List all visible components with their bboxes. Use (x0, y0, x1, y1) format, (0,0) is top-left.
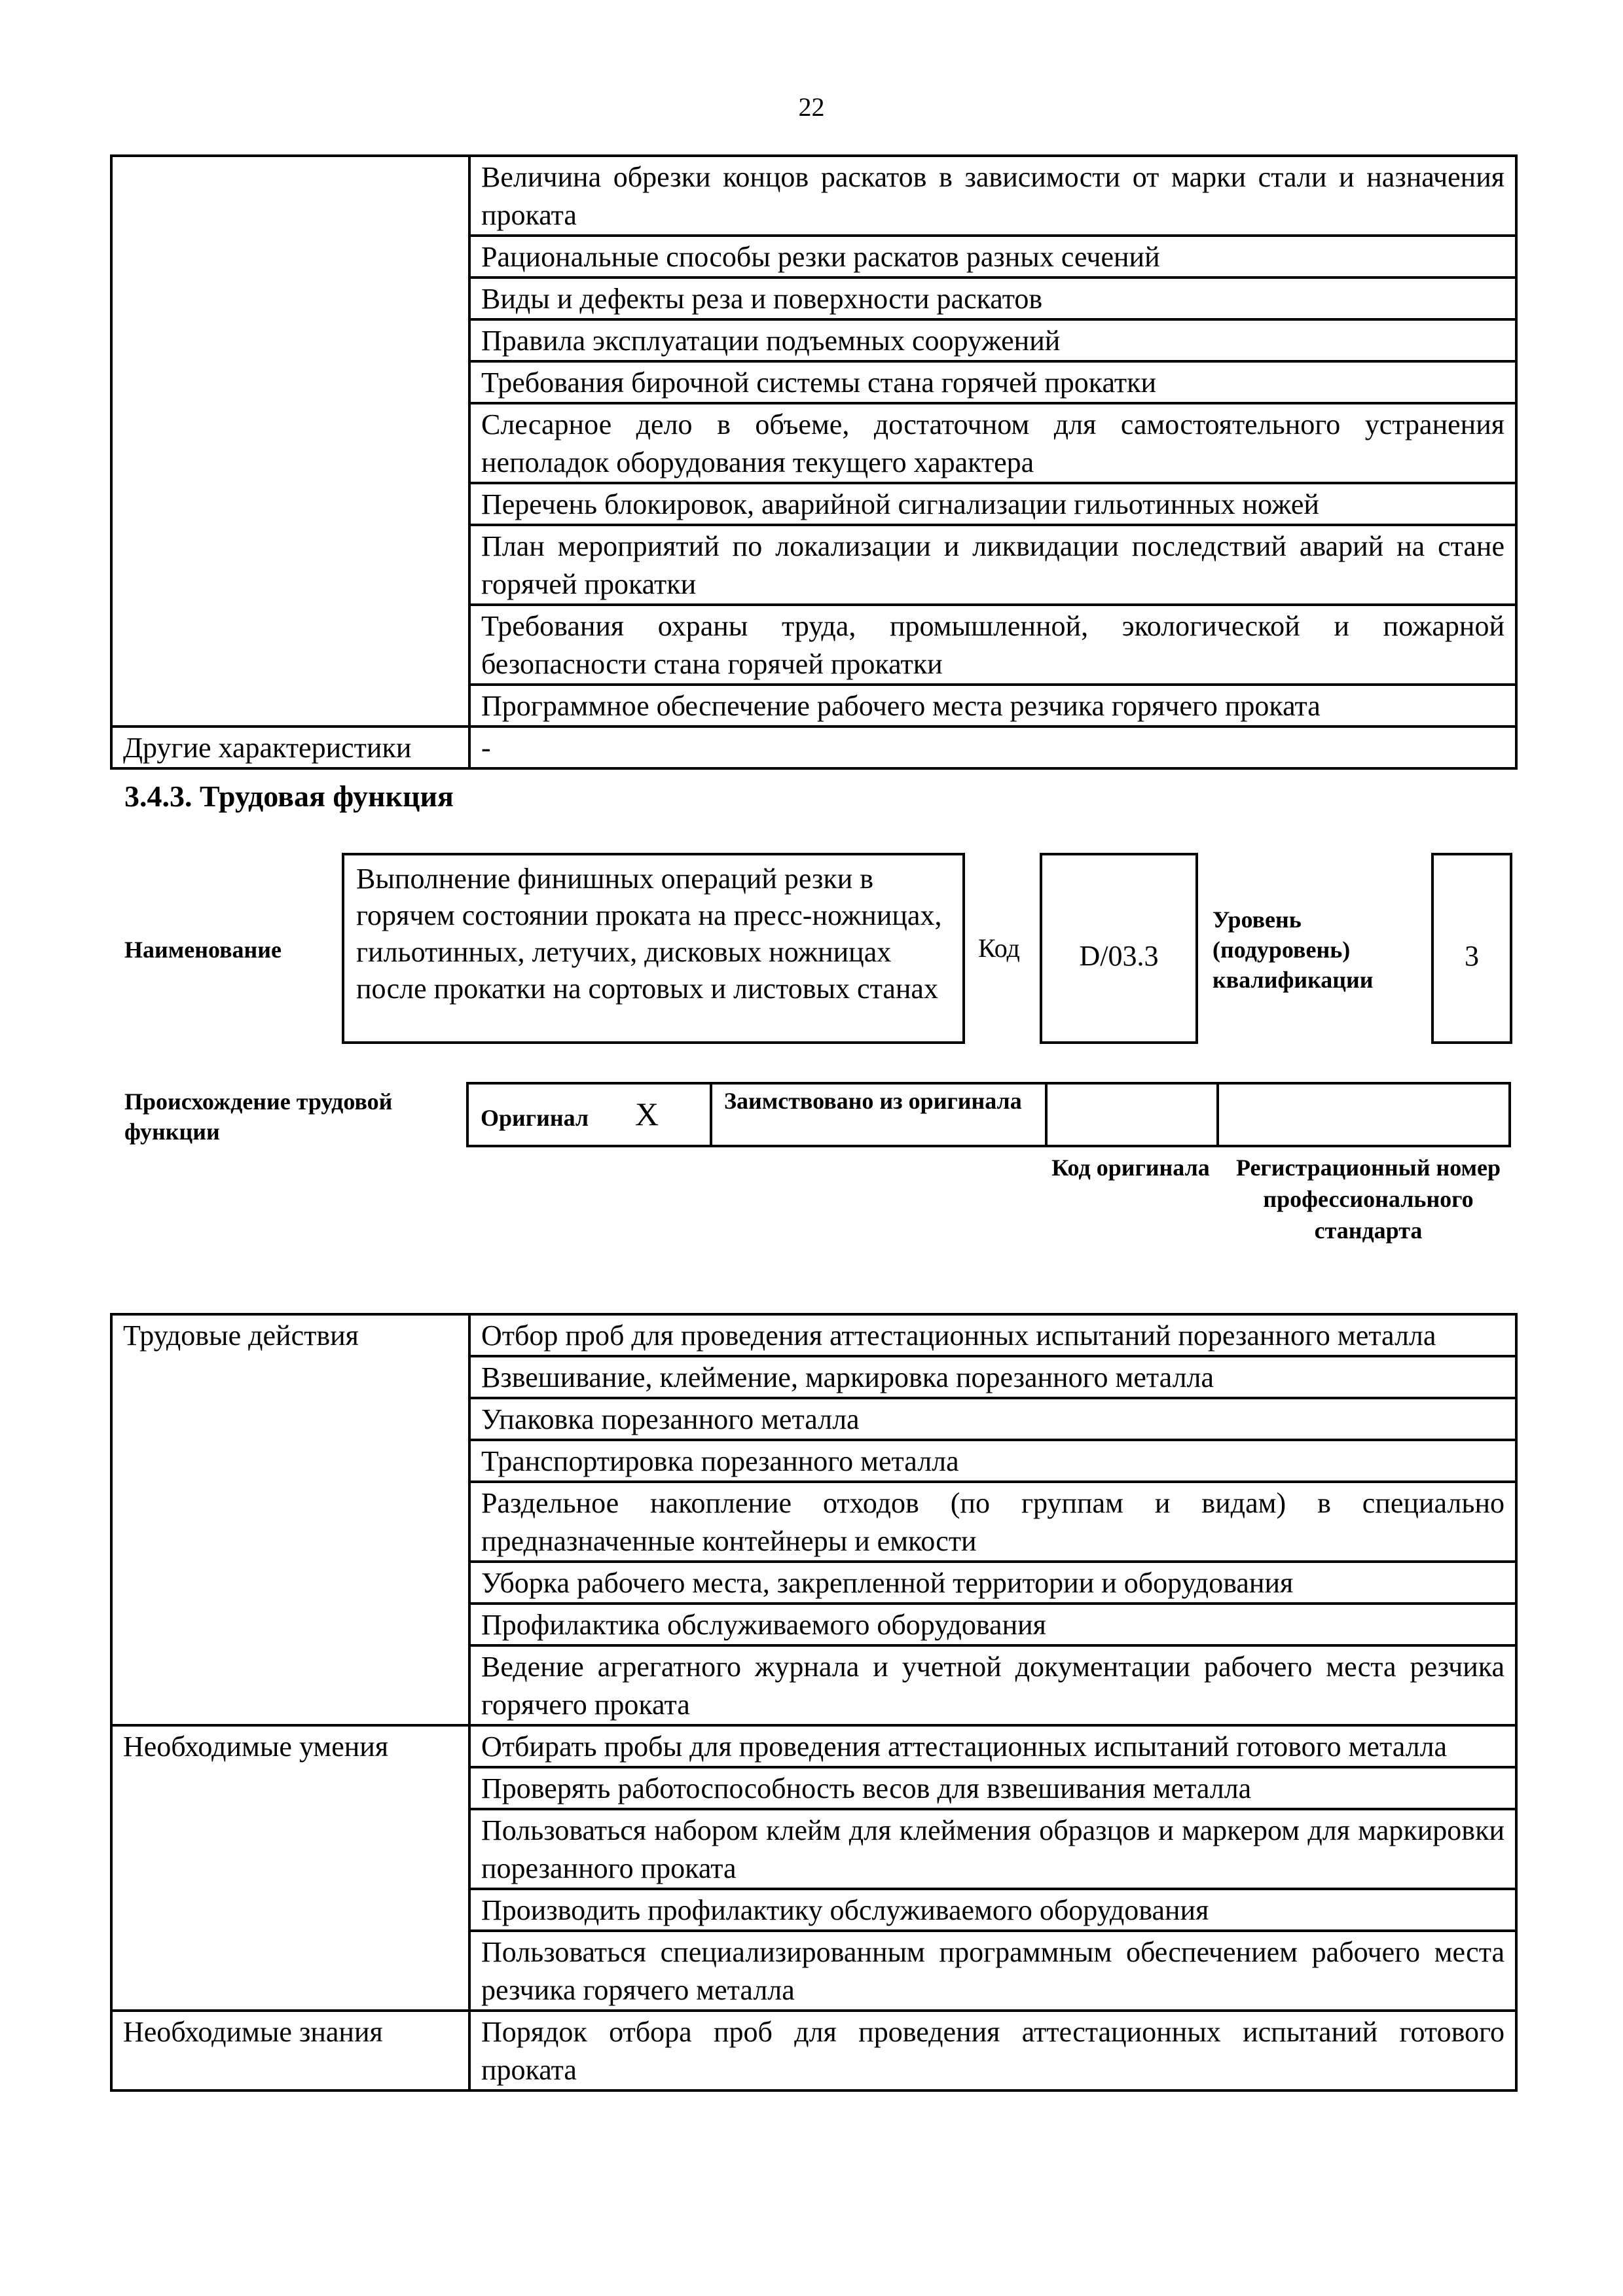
group-item: Отбор проб для проведения аттестационных испытаний порезанного металла (469, 1314, 1516, 1356)
left-empty-cell (111, 156, 469, 726)
group-item: Пользоваться специализированным программным обеспечением рабочего места резчика горячего металла (469, 1931, 1516, 2011)
level-value: 3 (1465, 940, 1479, 972)
function-name: Выполнение финишных операций резки в горячем состоянии проката на пресс-ножницах, гильотинных, летучих, дисковых ножницах после прокатки на сортовых и листовых станах (356, 863, 942, 1005)
group-item: Упаковка порезанного металла (469, 1398, 1516, 1440)
code-label: Код (978, 933, 1020, 963)
other-characteristics-value: - (469, 726, 1516, 768)
group-item: Порядок отбора проб для проведения аттестационных испытаний готового проката (469, 2011, 1516, 2090)
group-label: Необходимые знания (111, 2011, 469, 2090)
level-label: Уровень (подуровень) квалификации (1213, 906, 1374, 993)
code-value: D/03.3 (1079, 940, 1159, 972)
knowledge-item: Правила эксплуатации подъемных сооружений (469, 319, 1516, 361)
knowledge-item: Требования бирочной системы стана горячей прокатки (469, 361, 1516, 403)
bottom-table (110, 1313, 1518, 2092)
table-row (111, 1725, 1516, 1767)
borrowed-label: Заимствовано из оригинала (724, 1088, 1022, 1114)
code-caption: Код оригинала (1051, 1155, 1210, 1181)
knowledge-item: Виды и дефекты реза и поверхности раскатов (469, 278, 1516, 319)
function-name-box (342, 853, 965, 1044)
other-characteristics-label: Другие характеристики (111, 726, 469, 768)
original-label: Оригинал (481, 1105, 589, 1131)
table-row (111, 1314, 1516, 1356)
borrowed-cell (712, 1085, 1048, 1145)
group-label: Необходимые умения (111, 1725, 469, 2011)
table-row (111, 726, 1516, 768)
level-box (1431, 853, 1512, 1044)
knowledge-item: Требования охраны труда, промышленной, экологической и пожарной безопасности стана горячей прокатки (469, 605, 1516, 685)
group-item: Проверять работоспособность весов для взвешивания металла (469, 1767, 1516, 1809)
top-table (110, 154, 1518, 770)
page-number: 22 (798, 92, 825, 122)
group-item: Раздельное накопление отходов (по группам и видам) в специально предназначенные контейнеры и емкости (469, 1482, 1516, 1562)
section-title: 3.4.3. Трудовая функция (124, 780, 454, 813)
group-item: Ведение агрегатного журнала и учетной документации рабочего места резчика горячего проката (469, 1645, 1516, 1725)
table-row (111, 2011, 1516, 2090)
group-item: Профилактика обслуживаемого оборудования (469, 1604, 1516, 1645)
origin-row (466, 1082, 1511, 1147)
group-item: Взвешивание, клеймение, маркировка порезанного металла (469, 1356, 1516, 1398)
knowledge-item: Рациональные способы резки раскатов разных сечений (469, 236, 1516, 278)
name-label: Наименование (124, 937, 282, 963)
origin-label: Происхождение трудовой функции (124, 1088, 393, 1145)
group-item: Отбирать пробы для проведения аттестационных испытаний готового металла (469, 1725, 1516, 1767)
knowledge-item: План мероприятий по локализации и ликвидации последствий аварий на стане горячей прокатки (469, 525, 1516, 605)
reg-caption: Регистрационный номер профессионального стандарта (1235, 1155, 1501, 1244)
original-cell (469, 1085, 712, 1145)
group-label: Трудовые действия (111, 1314, 469, 1725)
group-item: Производить профилактику обслуживаемого оборудования (469, 1889, 1516, 1931)
knowledge-item: Программное обеспечение рабочего места резчика горячего проката (469, 685, 1516, 726)
table-row (111, 156, 1516, 236)
reg-number-cell (1219, 1085, 1508, 1145)
original-mark: X (635, 1096, 659, 1132)
original-code-cell (1048, 1085, 1219, 1145)
knowledge-item: Слесарное дело в объеме, достаточном для самостоятельного устранения неполадок оборудования текущего характера (469, 403, 1516, 483)
knowledge-item: Перечень блокировок, аварийной сигнализации гильотинных ножей (469, 483, 1516, 525)
group-item: Уборка рабочего места, закрепленной территории и оборудования (469, 1562, 1516, 1604)
group-item: Пользоваться набором клейм для клеймения образцов и маркером для маркировки порезанного проката (469, 1809, 1516, 1889)
knowledge-item: Величина обрезки концов раскатов в зависимости от марки стали и назначения проката (469, 156, 1516, 236)
code-box (1040, 853, 1198, 1044)
group-item: Транспортировка порезанного металла (469, 1440, 1516, 1482)
